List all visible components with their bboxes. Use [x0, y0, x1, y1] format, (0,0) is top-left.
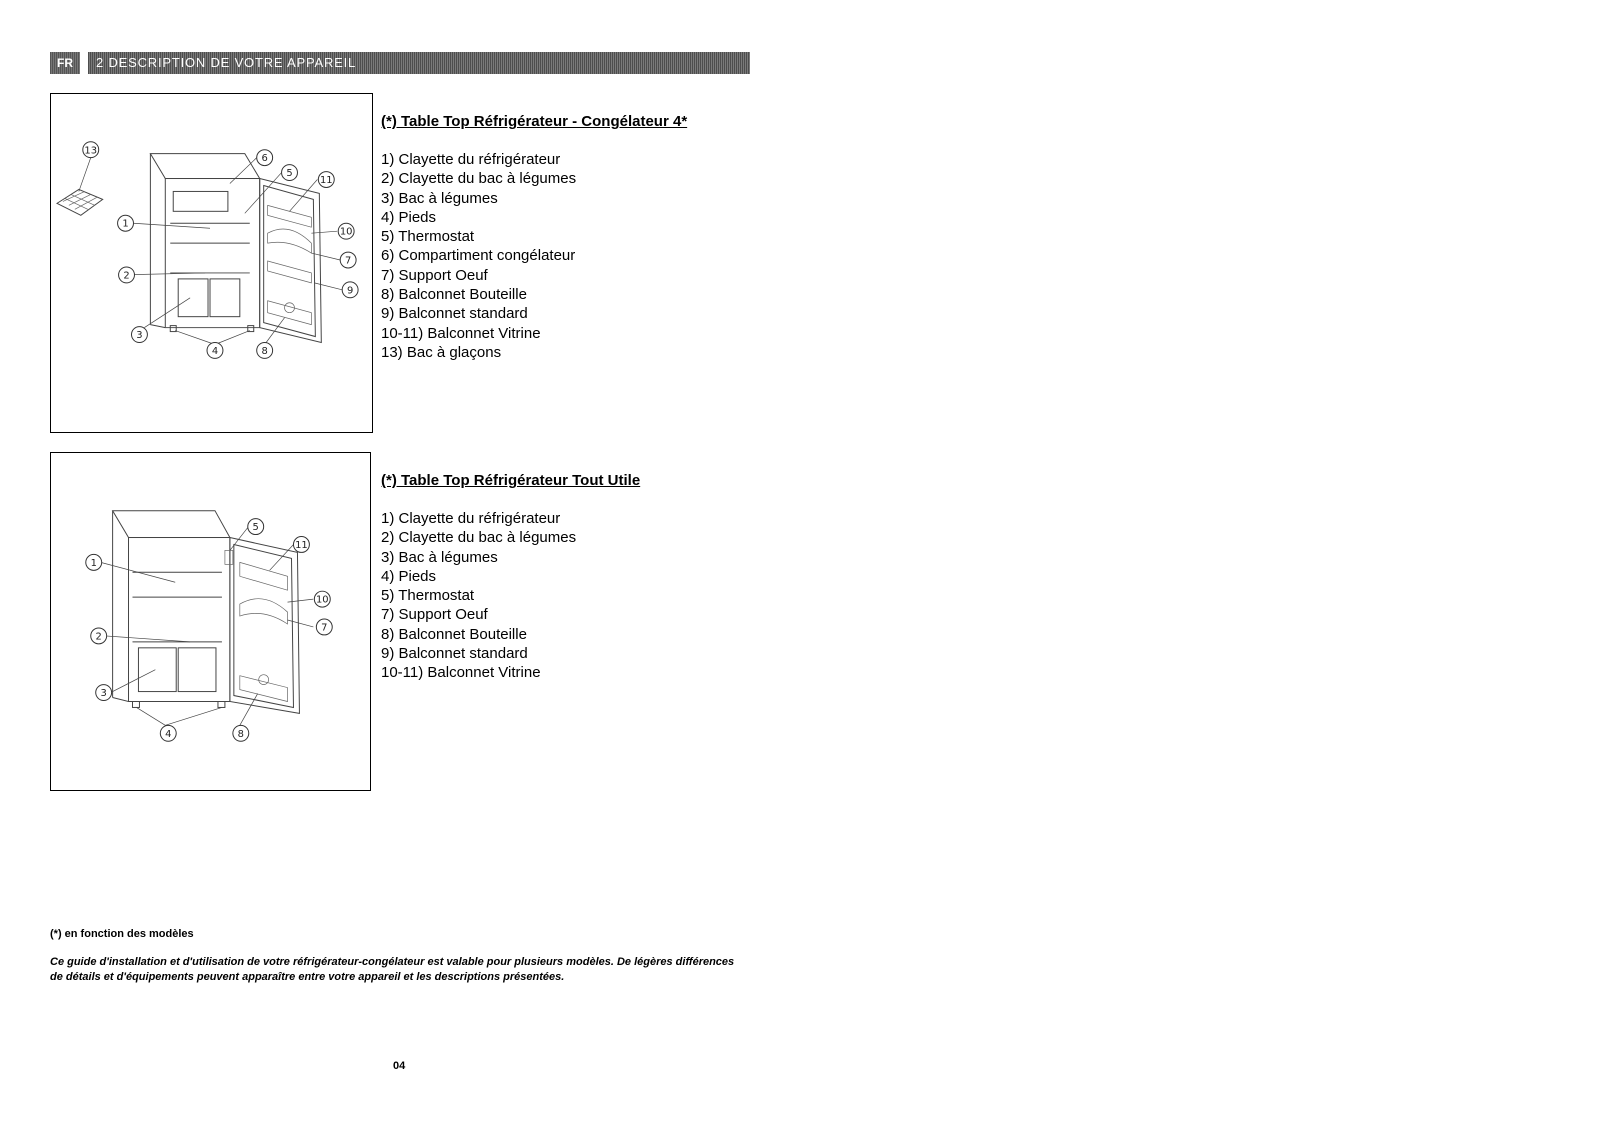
list-item: 4) Pieds — [381, 567, 437, 585]
svg-text:1: 1 — [122, 218, 129, 230]
list-item: 7) Support Oeuf — [381, 266, 488, 284]
svg-text:2: 2 — [95, 631, 102, 643]
list-item: 8) Balconnet Bouteille — [381, 625, 527, 643]
figure-fridge-all — [50, 452, 371, 791]
list-item: 10-11) Balconnet Vitrine — [381, 324, 541, 342]
cabinet-drawing — [150, 154, 259, 332]
language-badge: FR — [50, 52, 80, 74]
list-item: 10-11) Balconnet Vitrine — [381, 664, 541, 682]
callout-3 — [96, 685, 112, 701]
parts-list — [381, 509, 741, 683]
svg-text:3: 3 — [136, 330, 143, 342]
section-title: (*) Table Top Réfrigérateur Tout Utile — [381, 472, 641, 489]
svg-text:5: 5 — [252, 522, 259, 534]
callout-4 — [207, 343, 223, 359]
svg-text:13: 13 — [84, 145, 98, 157]
callout-8 — [233, 725, 249, 741]
parts-list — [381, 150, 741, 362]
disclaimer-text: Ce guide d'installation et d'utilisation de votre réfrigérateur-congélateur est valable pour plusieurs modèles. De légères différences de détails et d'équipements peuvent apparaître entre votre appareil et les descriptions présentées. — [50, 956, 735, 983]
callout-3 — [131, 327, 147, 343]
svg-text:4: 4 — [165, 728, 172, 740]
page-header — [50, 52, 750, 74]
callout-2 — [91, 628, 107, 644]
cabinet-drawing — [113, 511, 230, 708]
callout-1 — [86, 554, 102, 570]
svg-text:10: 10 — [339, 226, 353, 238]
list-item: 2) Clayette du bac à légumes — [381, 529, 577, 547]
callout-7 — [340, 252, 356, 268]
fridge-all-diagram — [51, 453, 370, 790]
list-item: 9) Balconnet standard — [381, 305, 528, 323]
callout-5 — [248, 519, 264, 535]
svg-text:3: 3 — [100, 688, 107, 700]
svg-text:7: 7 — [344, 255, 352, 267]
leader-lines — [101, 528, 314, 726]
figure-fridge-freezer — [50, 93, 373, 433]
footnote: (*) en fonction des modèles — [50, 928, 194, 940]
svg-text:7: 7 — [321, 622, 328, 634]
callout-11 — [318, 172, 334, 188]
list-item: 3) Bac à légumes — [381, 548, 498, 566]
callout-10 — [314, 591, 330, 607]
list-item: 4) Pieds — [381, 208, 437, 226]
svg-text:5: 5 — [286, 168, 293, 180]
svg-text:4: 4 — [211, 345, 219, 357]
list-item: 9) Balconnet standard — [381, 645, 528, 663]
callout-6 — [257, 150, 273, 166]
callout-11 — [293, 537, 309, 553]
svg-text:2: 2 — [123, 270, 130, 282]
list-item: 3) Bac à légumes — [381, 189, 498, 207]
list-item: 2) Clayette du bac à légumes — [381, 170, 577, 188]
list-item: 1) Clayette du réfrigérateur — [381, 151, 561, 168]
callout-2 — [119, 267, 135, 283]
svg-text:8: 8 — [261, 345, 268, 357]
door-drawing — [260, 179, 322, 343]
svg-text:11: 11 — [319, 174, 333, 186]
svg-text:9: 9 — [346, 285, 354, 297]
svg-text:10: 10 — [315, 594, 329, 606]
list-item: 5) Thermostat — [381, 228, 475, 246]
list-item: 8) Balconnet Bouteille — [381, 286, 527, 304]
callout-9 — [342, 282, 358, 298]
section-fridge-all — [381, 472, 741, 683]
svg-text:6: 6 — [261, 153, 268, 165]
callout-5 — [282, 165, 298, 181]
callout-8 — [257, 343, 273, 359]
svg-text:11: 11 — [295, 539, 308, 551]
section-title: (*) Table Top Réfrigérateur - Congélateur 4* — [381, 113, 688, 130]
list-item: 13) Bac à glaçons — [381, 343, 502, 361]
callout-7 — [316, 619, 332, 635]
list-item: 6) Compartiment congélateur — [381, 247, 576, 265]
list-item: 7) Support Oeuf — [381, 606, 488, 624]
list-item: 1) Clayette du réfrigérateur — [381, 510, 561, 527]
svg-text:1: 1 — [90, 557, 97, 569]
list-item: 5) Thermostat — [381, 587, 475, 605]
callout-1 — [118, 215, 134, 231]
callout-13 — [83, 142, 99, 158]
svg-text:8: 8 — [237, 728, 244, 740]
ice-tray-drawing — [57, 189, 103, 215]
fridge-freezer-diagram — [51, 94, 372, 432]
section-title-bar: 2 DESCRIPTION DE VOTRE APPAREIL — [88, 52, 750, 74]
section-fridge-freezer — [381, 113, 741, 362]
callout-4 — [160, 725, 176, 741]
door-drawing — [225, 538, 300, 714]
page-number: 04 — [393, 1060, 406, 1072]
callout-10 — [338, 223, 354, 239]
